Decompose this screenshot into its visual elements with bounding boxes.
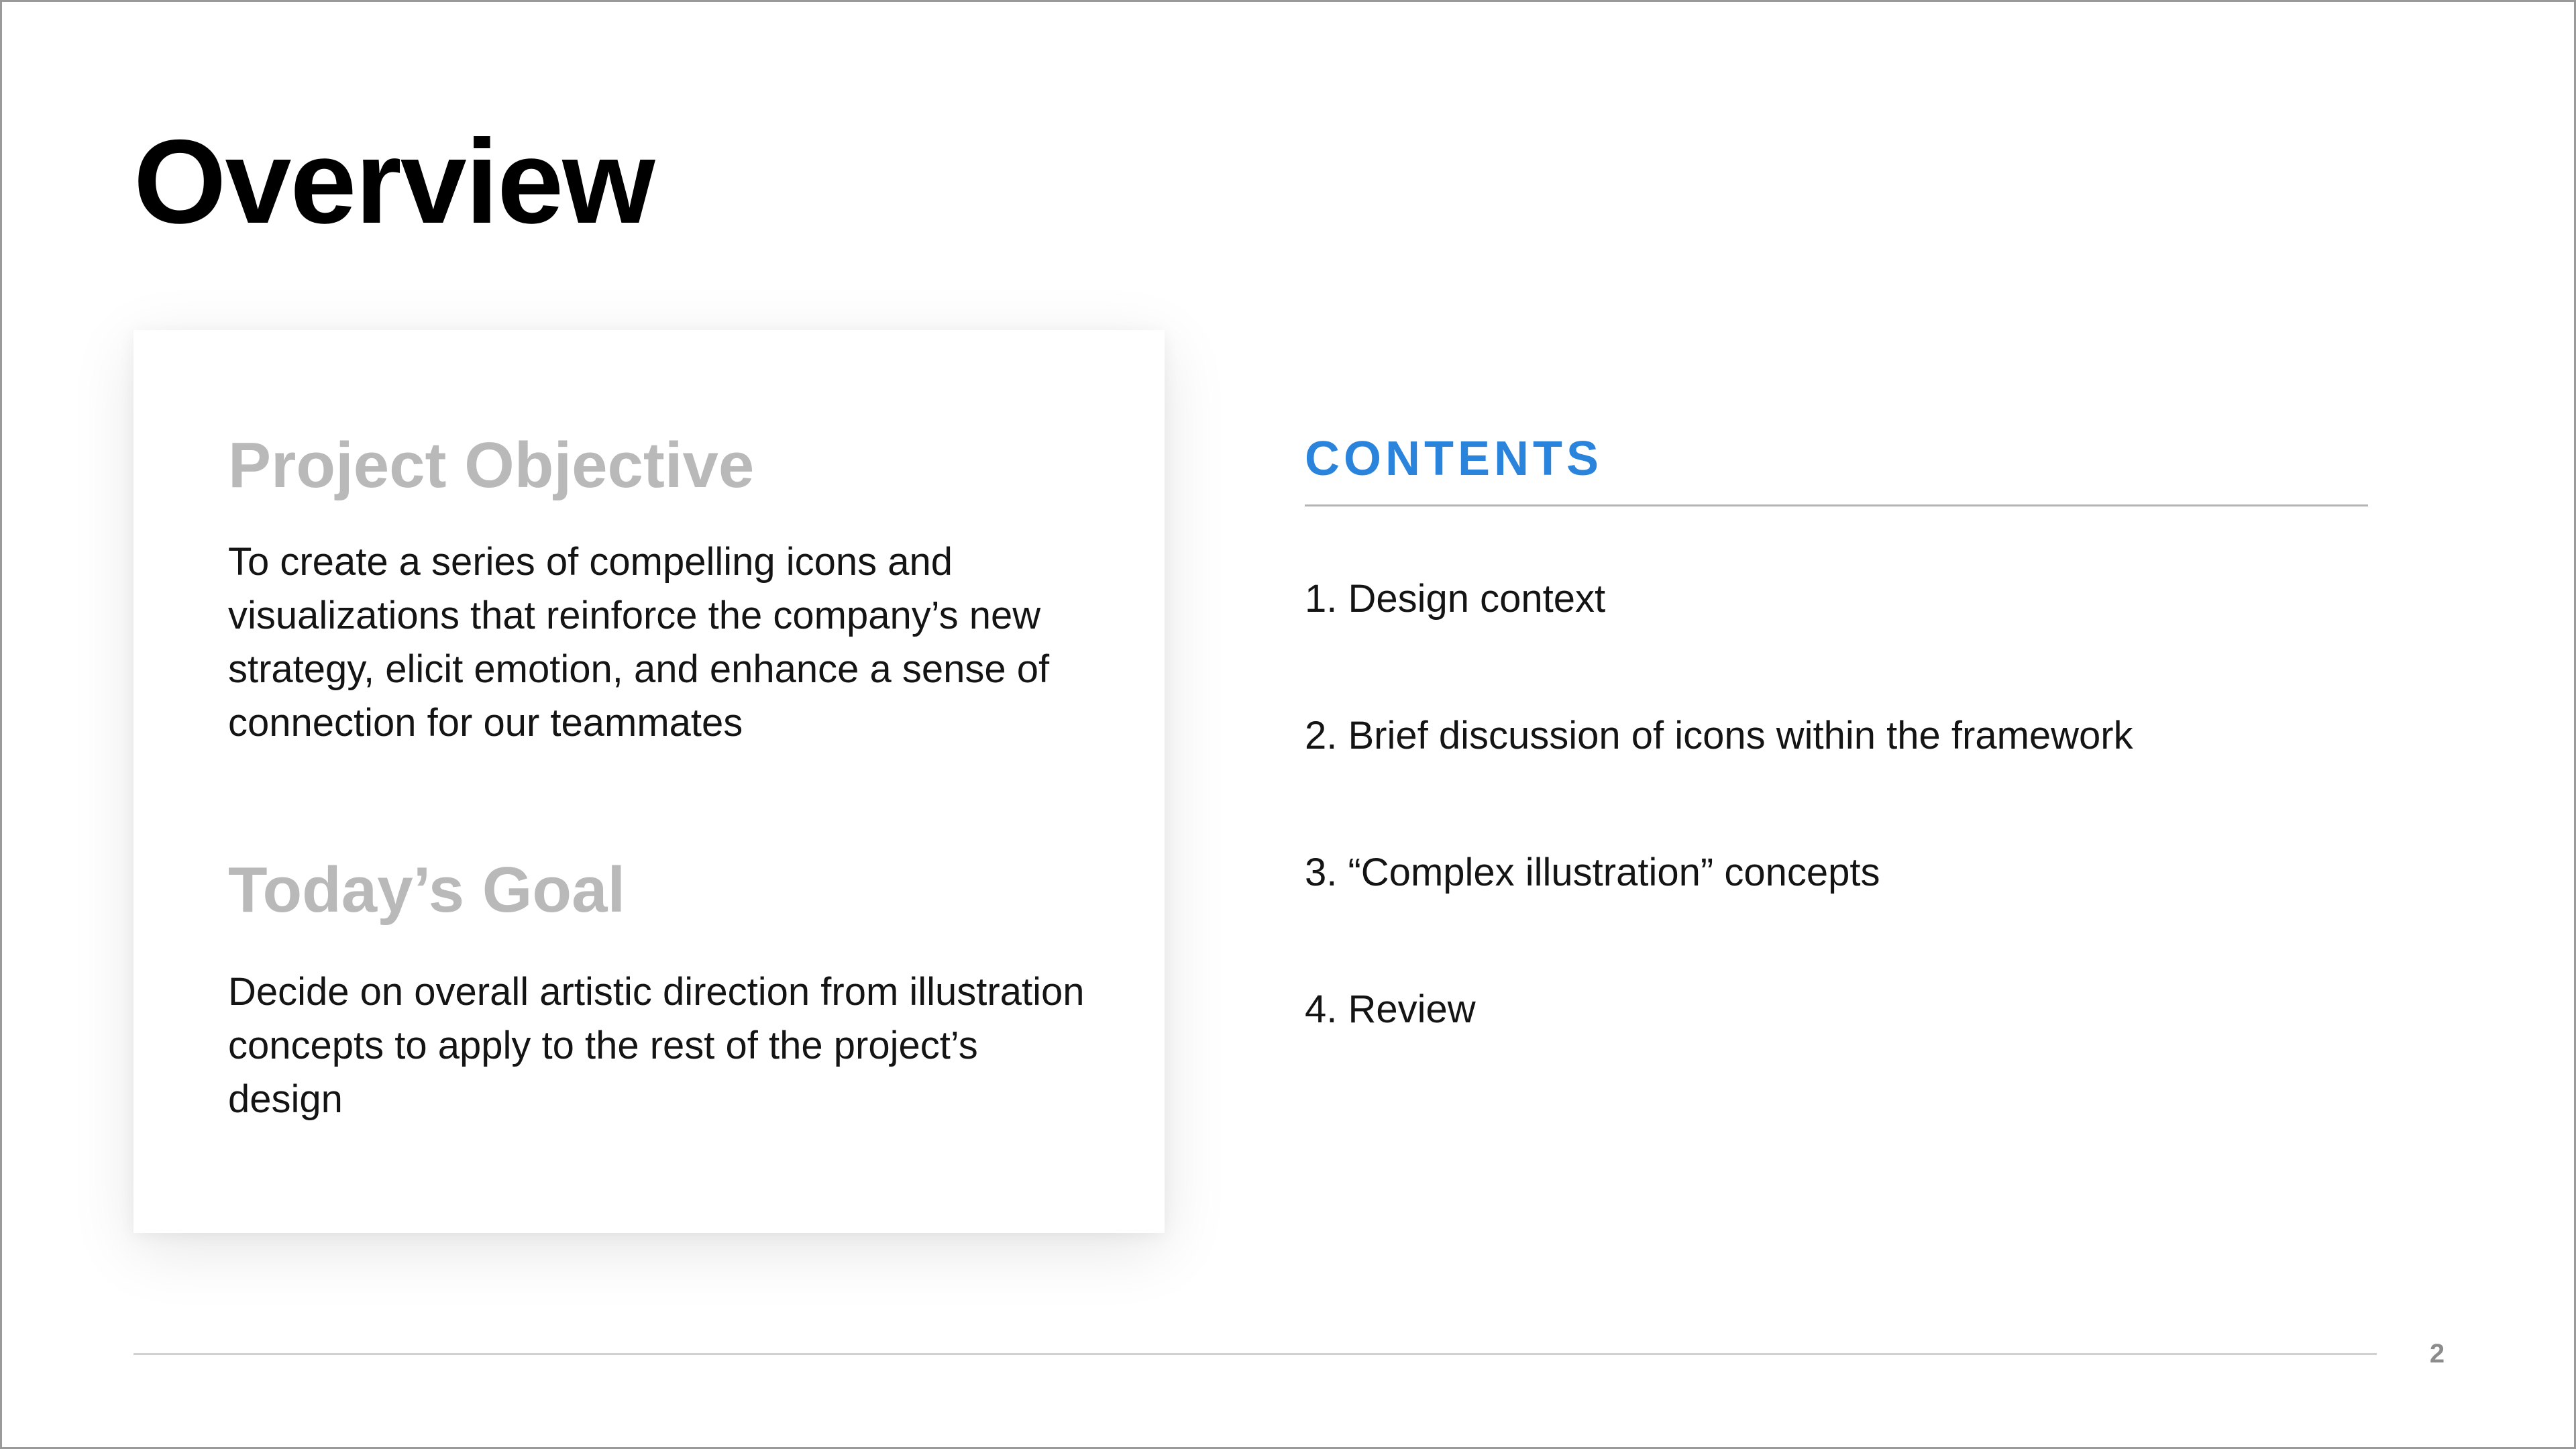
page-title: Overview — [133, 115, 654, 248]
contents-item-complex-illustration: 3. “Complex illustration” concepts — [1305, 851, 1880, 894]
project-objective-heading: Project Objective — [228, 429, 755, 501]
todays-goal-heading: Today’s Goal — [228, 854, 626, 926]
contents-item-icons-discussion: 2. Brief discussion of icons within the framework — [1305, 714, 2133, 757]
contents-heading: CONTENTS — [1305, 432, 1603, 486]
todays-goal-text: Decide on overall artistic direction from illustration concepts to apply to the rest of the project’s design — [228, 970, 1085, 1121]
page-number: 2 — [2429, 1339, 2445, 1368]
contents-list — [1305, 566, 2445, 1113]
contents-item-design-context: 1. Design context — [1305, 577, 1606, 621]
contents-item-review: 4. Review — [1305, 987, 1476, 1031]
overview-card — [133, 330, 1165, 1233]
contents-divider — [1305, 504, 2368, 506]
project-objective-text: To create a series of compelling icons and visualizations that reinforce the company’s new strategy, elicit emotion, and enhance a sense of connection for our teammates — [228, 540, 1050, 745]
footer-divider — [133, 1353, 2377, 1355]
